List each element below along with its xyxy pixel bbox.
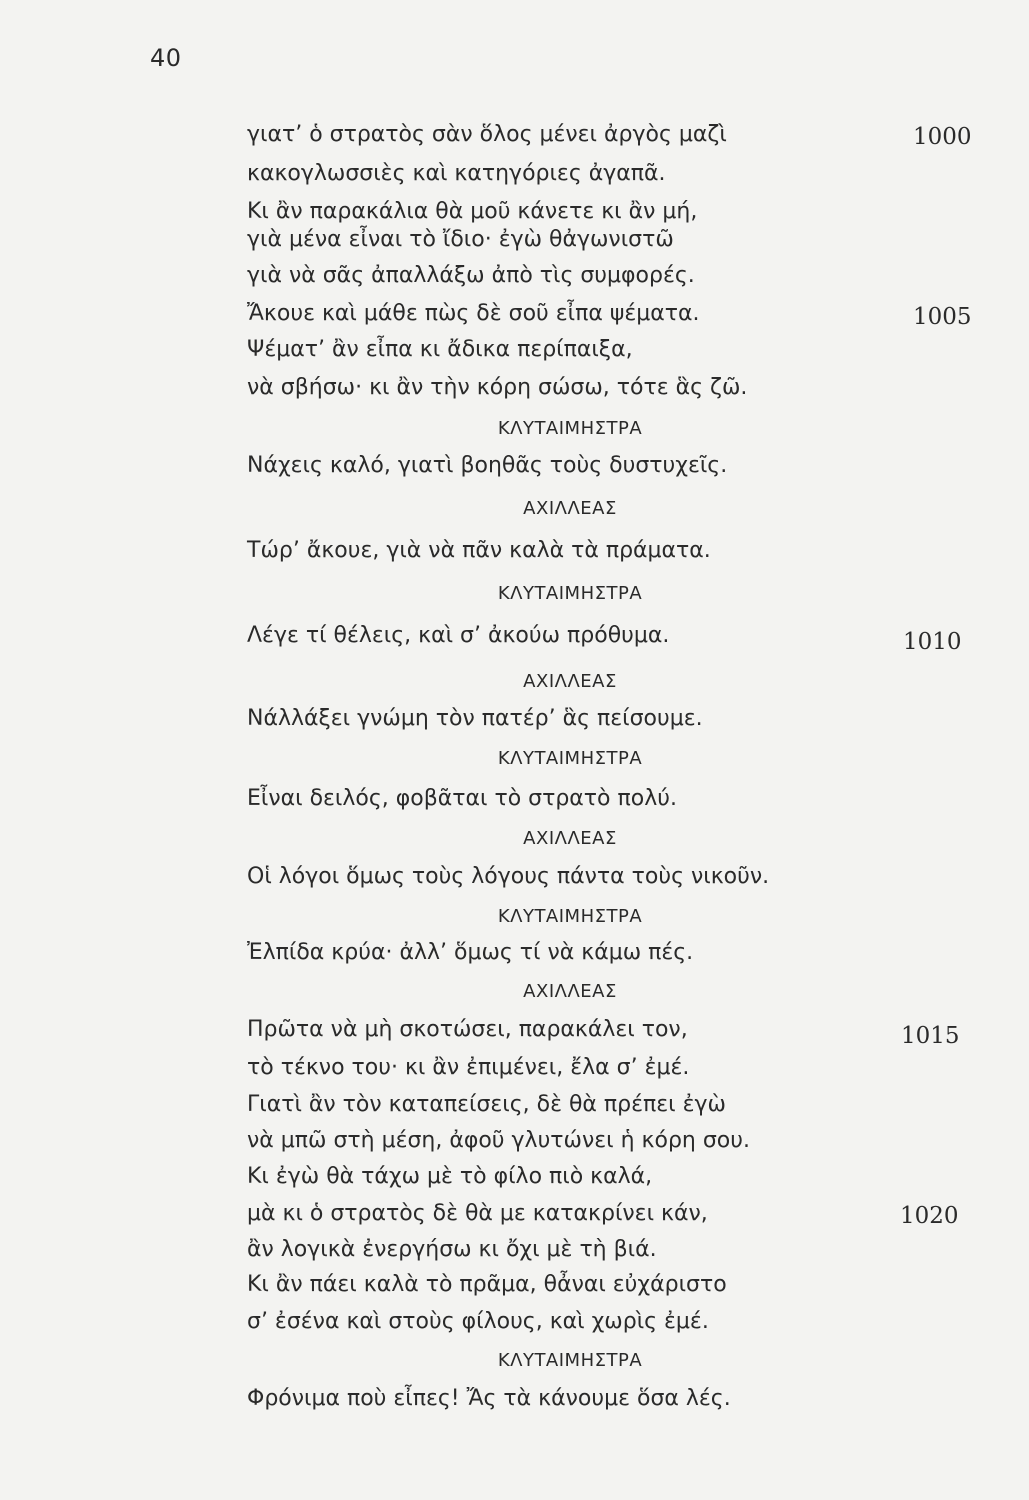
verse-line: Νάλλάξει γνώμη τὸν πατέρ’ ἃς πείσουμε. xyxy=(247,706,703,731)
verse-line: γιὰ μένα εἶναι τὸ ἴδιο· ἐγὼ θἀγωνιστῶ xyxy=(247,227,674,252)
verse-line: γιὰ νὰ σᾶς ἀπαλλάξω ἀπὸ τὶς συμφορές. xyxy=(247,263,695,288)
verse-line: κακογλωσσιὲς καὶ κατηγόριες ἀγαπᾶ. xyxy=(247,161,666,186)
verse-line: Τώρ’ ἄκουε, γιὰ νὰ πᾶν καλὰ τὰ πράματα. xyxy=(247,538,711,563)
speaker-name: ΑΧΙΛΛΕΑΣ xyxy=(523,498,617,519)
verse-line: Φρόνιμα ποὺ εἶπες! Ἄς τὰ κάνουμε ὅσα λές. xyxy=(247,1386,731,1411)
verse-line: μὰ κι ὁ στρατὸς δὲ θὰ με κατακρίνει κάν, xyxy=(247,1201,708,1226)
line-number: 1000 xyxy=(913,124,972,150)
verse-line: Γιατὶ ἂν τὸν καταπείσεις, δὲ θὰ πρέπει ἐγὼ xyxy=(247,1092,726,1117)
line-number: 1005 xyxy=(913,304,972,330)
line-number: 1020 xyxy=(900,1203,959,1229)
line-number: 1015 xyxy=(901,1023,960,1049)
verse-line: Ἐλπίδα κρύα· ἀλλ’ ὅμως τί νὰ κάμω πές. xyxy=(247,940,694,965)
speaker-name: ΑΧΙΛΛΕΑΣ xyxy=(523,828,617,849)
verse-line: Πρῶτα νὰ μὴ σκοτώσει, παρακάλει τον, xyxy=(247,1017,688,1042)
verse-line: Κι ἂν πάει καλὰ τὸ πρᾶμα, θἆναι εὐχάριστο xyxy=(247,1272,727,1297)
speaker-name: ΚΛΥΤΑΙΜΗΣΤΡΑ xyxy=(497,583,643,604)
page-number: 40 xyxy=(150,44,182,72)
speaker-name: ΚΛΥΤΑΙΜΗΣΤΡΑ xyxy=(497,1350,643,1371)
speaker-name: ΚΛΥΤΑΙΜΗΣΤΡΑ xyxy=(497,906,643,927)
verse-line: τὸ τέκνο του· κι ἂν ἐπιμένει, ἔλα σ’ ἐμέ. xyxy=(247,1055,690,1080)
verse-line: Ψέματ’ ἂν εἶπα κι ἄδικα περίπαιξα, xyxy=(247,337,633,362)
verse-line: σ’ ἐσένα καὶ στοὺς φίλους, καὶ χωρὶς ἐμέ. xyxy=(247,1309,709,1334)
line-number: 1010 xyxy=(903,629,962,655)
verse-line: Ἄκουε καὶ μάθε πὼς δὲ σοῦ εἶπα ψέματα. xyxy=(247,301,700,326)
speaker-name: ΑΧΙΛΛΕΑΣ xyxy=(523,981,617,1002)
verse-line: Κι ἐγὼ θὰ τάχω μὲ τὸ φίλο πιὸ καλά, xyxy=(247,1164,653,1189)
verse-line: Λέγε τί θέλεις, καὶ σ’ ἀκούω πρόθυμα. xyxy=(247,623,670,648)
verse-line: γιατ’ ὁ στρατὸς σὰν ὅλος μένει ἀργὸς μαζὶ xyxy=(247,122,727,147)
verse-line: Νάχεις καλό, γιατὶ βοηθᾶς τοὺς δυστυχεῖς. xyxy=(247,453,728,478)
verse-line: Κι ἂν παρακάλια θὰ μοῦ κάνετε κι ἂν μή, xyxy=(247,199,698,224)
verse-line: νὰ σβήσω· κι ἂν τὴν κόρη σώσω, τότε ἃς ζῶ. xyxy=(247,375,748,400)
verse-line: Οἱ λόγοι ὅμως τοὺς λόγους πάντα τοὺς νικοῦν. xyxy=(247,864,770,889)
verse-line: Εἶναι δειλός, φοβᾶται τὸ στρατὸ πολύ. xyxy=(247,786,677,811)
speaker-name: ΚΛΥΤΑΙΜΗΣΤΡΑ xyxy=(497,748,643,769)
verse-line: νὰ μπῶ στὴ μέση, ἀφοῦ γλυτώνει ἡ κόρη σου. xyxy=(247,1128,750,1153)
speaker-name: ΚΛΥΤΑΙΜΗΣΤΡΑ xyxy=(497,418,643,439)
verse-line: ἂν λογικὰ ἐνεργήσω κι ὄχι μὲ τὴ βιά. xyxy=(247,1237,657,1262)
speaker-name: ΑΧΙΛΛΕΑΣ xyxy=(523,671,617,692)
